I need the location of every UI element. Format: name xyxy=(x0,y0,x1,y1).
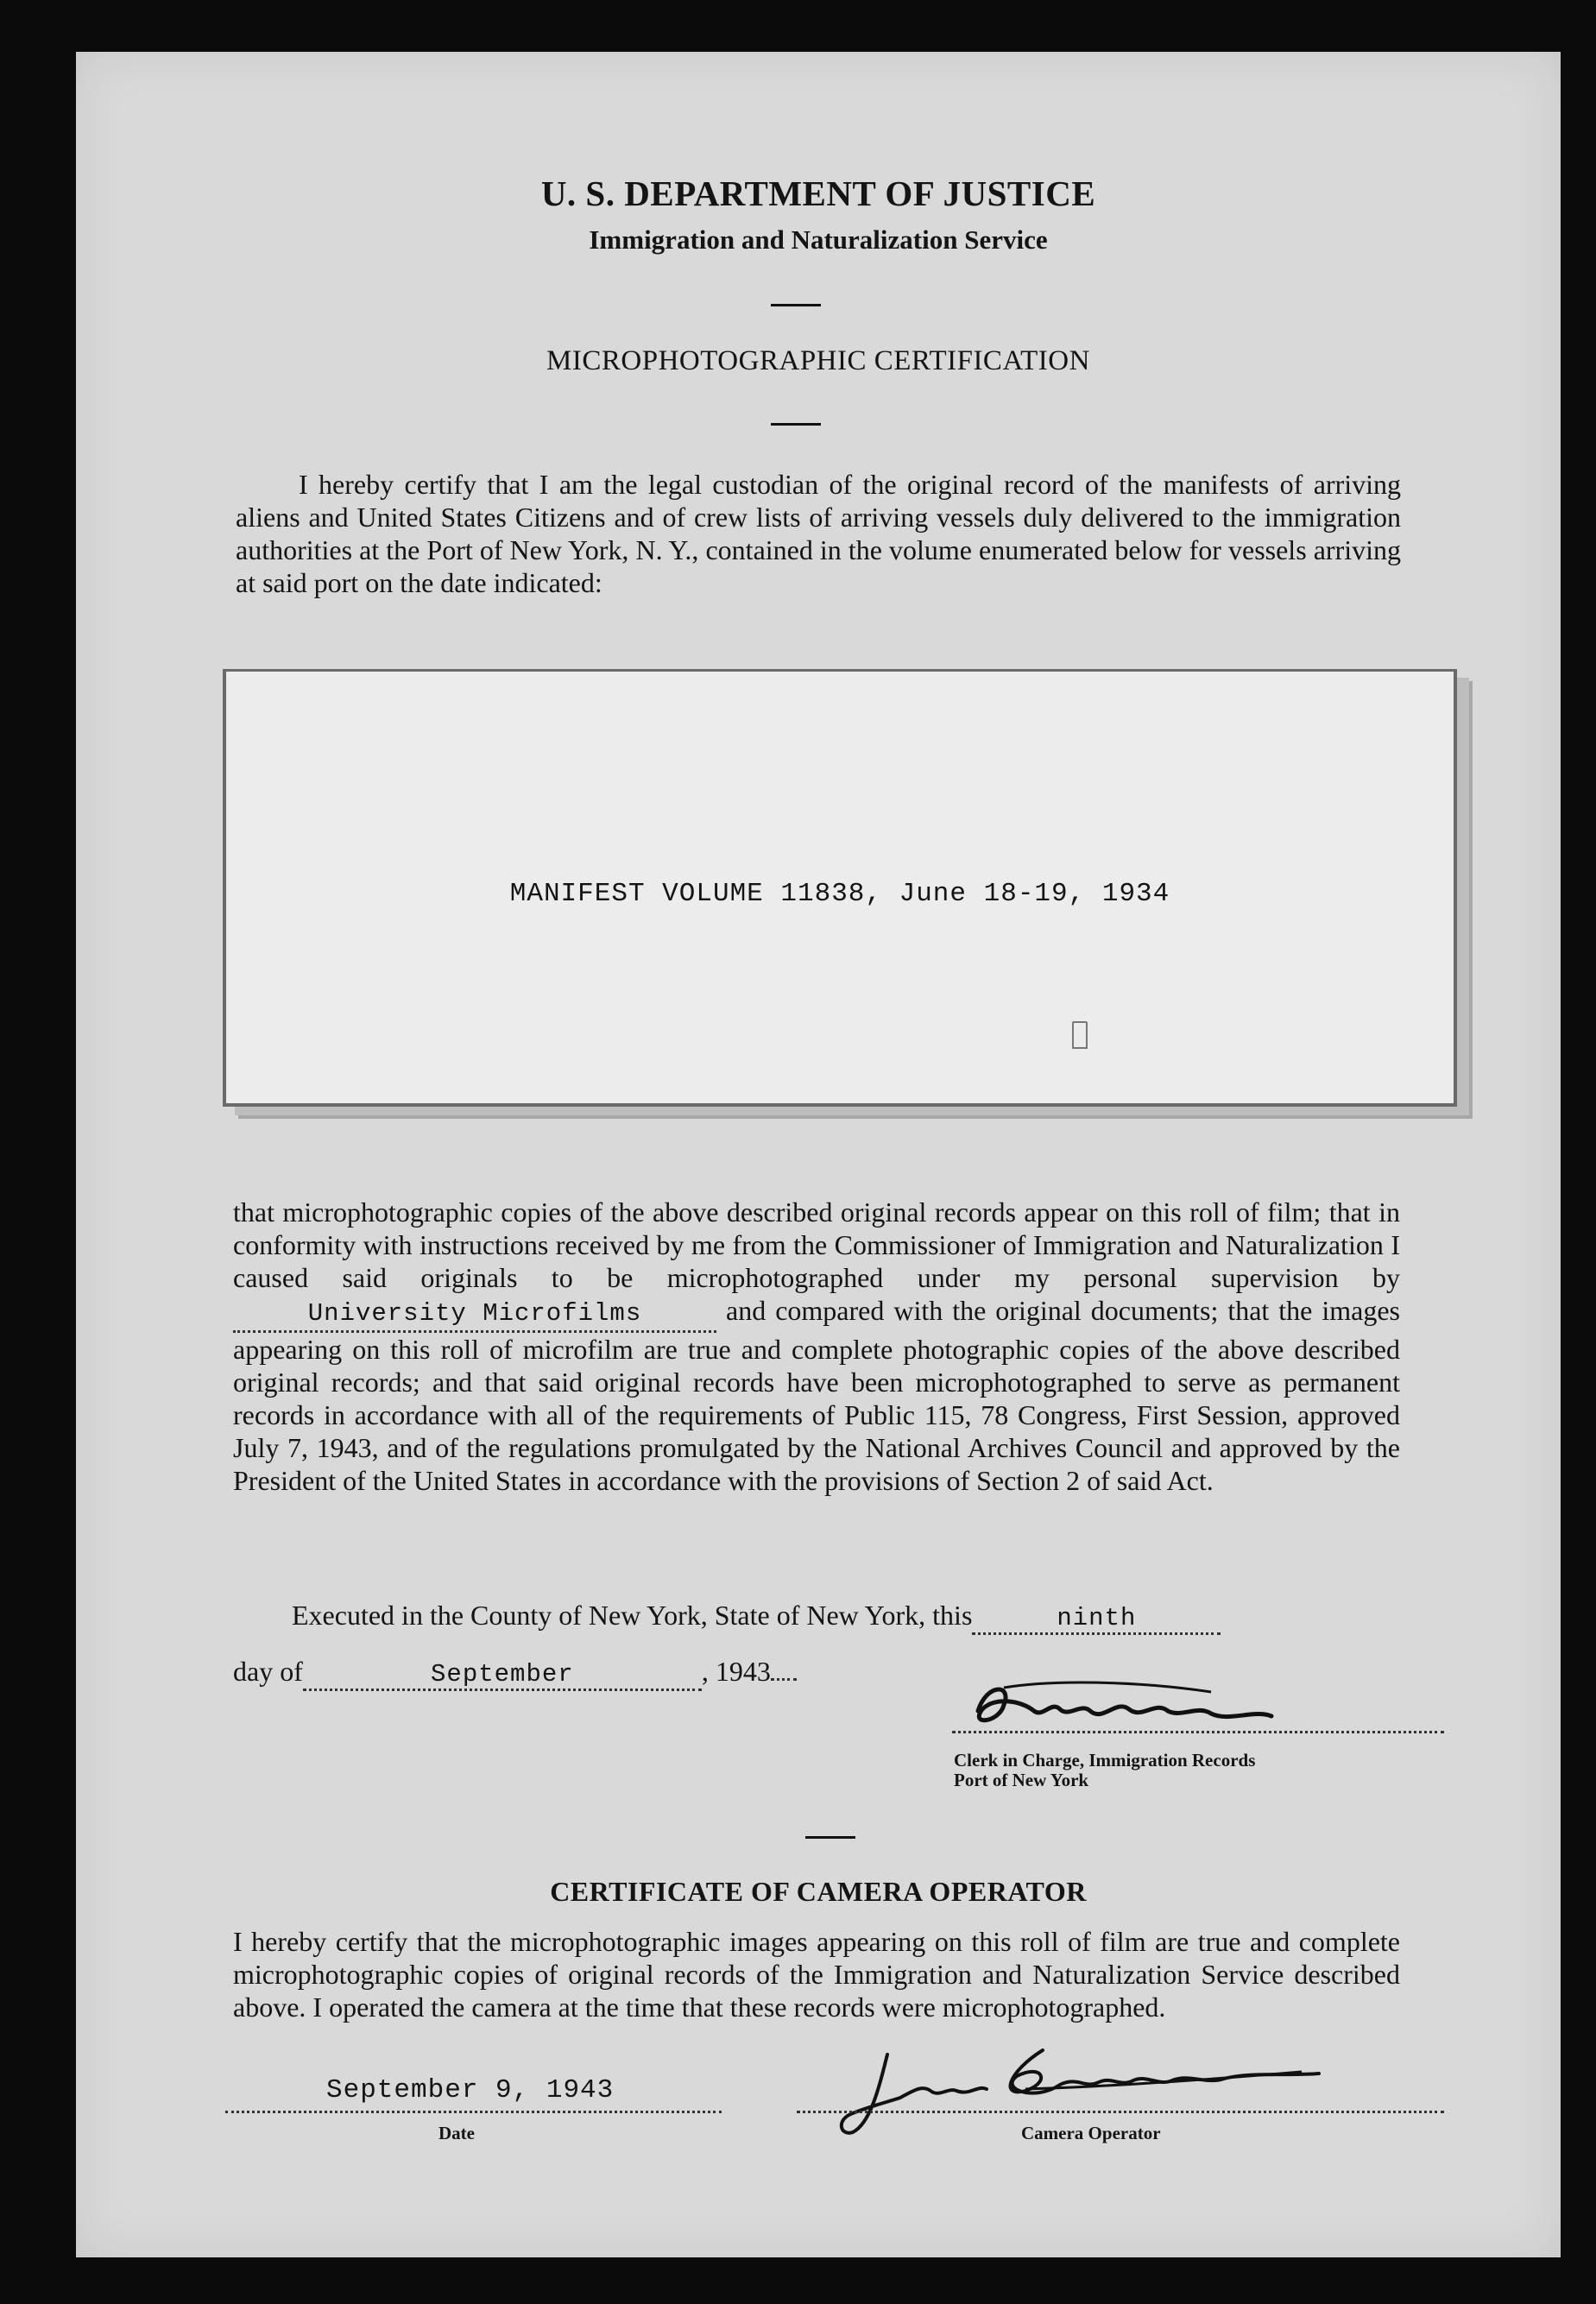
clerk-signature xyxy=(952,1675,1435,1744)
date-line xyxy=(225,2111,722,2113)
divider xyxy=(771,304,821,306)
body-paragraph-part1: that microphotographic copies of the above described original records appear on this roll of film; that in conformity with instructions received by me from the Commissioner of Immigration and Naturalization I caused said originals to be microphotographed under my personal supervision by xyxy=(233,1196,1400,1293)
year-dots xyxy=(771,1678,797,1681)
operator-signature-line xyxy=(797,2111,1444,2113)
certificate-sheet xyxy=(76,52,1561,2257)
clerk-title-line1: Clerk in Charge, Immigration Records xyxy=(954,1750,1256,1771)
manifest-volume-text: MANIFEST VOLUME 11838, June 18-19, 1934 xyxy=(509,879,1170,909)
operator-label: Camera Operator xyxy=(1021,2123,1161,2143)
intro-paragraph: I hereby certify that I am the legal custodian of the original record of the manifests of arriving aliens and United States Citizens and of crew lists of arriving vessels duly delivered to the immigration authorities at the Port of New York, N. Y., contained in the volume enumerated below for vessels arriving at said port on the date indicated: xyxy=(236,469,1401,598)
photographer-field xyxy=(233,1294,716,1333)
clerk-signature-line xyxy=(952,1731,1444,1733)
clerk-title-line2: Port of New York xyxy=(954,1770,1089,1790)
certification-title: MICROPHOTOGRAPHIC CERTIFICATION xyxy=(546,345,1090,376)
camera-operator-title: CERTIFICATE OF CAMERA OPERATOR xyxy=(550,1876,1087,1907)
date-label: Date xyxy=(438,2123,475,2143)
execution-line xyxy=(292,1600,1221,1635)
body-paragraph xyxy=(233,1196,1400,1497)
divider xyxy=(805,1836,855,1839)
execution-year: , 1943 xyxy=(701,1656,771,1687)
execution-text: Executed in the County of New York, State of New York, this xyxy=(292,1600,973,1631)
execution-day-field xyxy=(972,1600,1221,1635)
clerk-title xyxy=(954,1751,1255,1790)
manifest-card xyxy=(223,669,1457,1107)
photographer-value: University Microfilms xyxy=(307,1299,642,1328)
divider xyxy=(771,423,821,426)
execution-day-value: ninth xyxy=(1057,1604,1137,1632)
body-paragraph-part2: and compared with the original documents; that the images appearing on this roll of microfilm are true and complete photographic copies of the above described original records; and that said original records have been microphotographed to serve as permanent records in accordance with all of the requirements of Public 115, 78 Congress, First Session, approved July 7, 1943, and of the regulations promulgated by the National Archives Council and approved by the President of the United States in accordance with the provisions of Section 2 of said Act. xyxy=(233,1295,1401,1496)
day-of-label: day of xyxy=(233,1656,303,1687)
execution-month-field xyxy=(303,1656,702,1691)
card-mark xyxy=(1072,1021,1088,1049)
execution-month-value: September xyxy=(431,1660,574,1689)
camera-operator-paragraph: I hereby certify that the microphotographic images appearing on this roll of film are true and complete microphotographic copies of original records of the Immigration and Naturalization Service described above. I operated the camera at the time that these records were microphotographed. xyxy=(233,1926,1400,2023)
operator-date-value: September 9, 1943 xyxy=(326,2075,615,2105)
department-heading: U. S. DEPARTMENT OF JUSTICE xyxy=(540,174,1096,213)
day-of-line xyxy=(233,1656,797,1691)
service-heading: Immigration and Naturalization Service xyxy=(589,224,1048,255)
